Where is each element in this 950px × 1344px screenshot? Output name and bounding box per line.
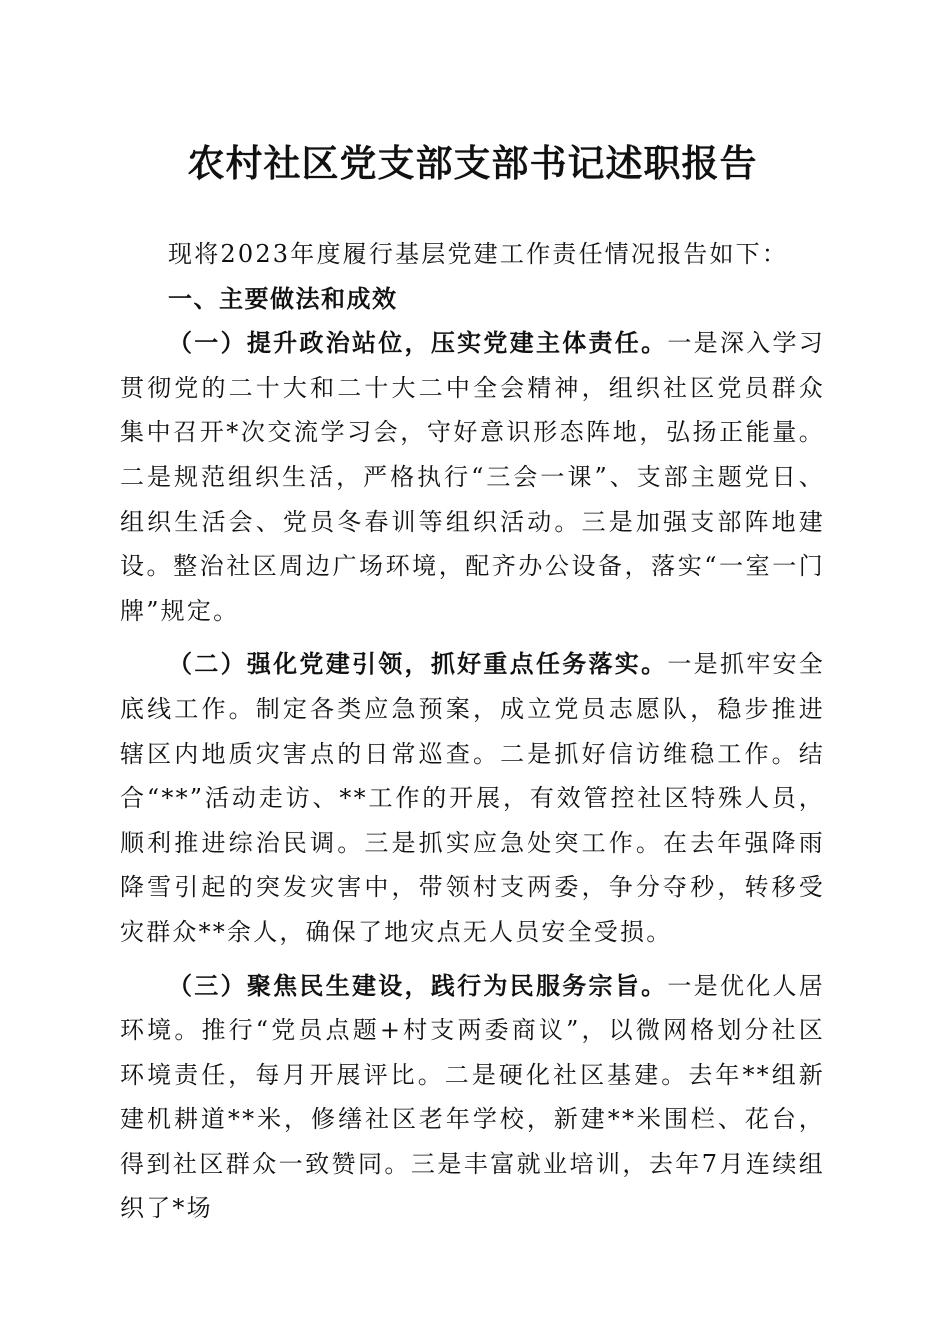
- paragraph-text: 一是优化人居环境。推行“党员点题+村支两委商议”，以微网格划分社区环境责任，每月开展评比。二是硬化社区基建。去年**组新建机耕道**米，修缮社区老年学校，新建**米围栏、花台，得到社区群众一致赞同。三是丰富就业培训，去年7月连续组织了*场: [120, 971, 825, 1223]
- paragraph-text: 一是抓牢安全底线工作。制定各类应急预案，成立党员志愿队，稳步推进辖区内地质灾害点的日常巡查。二是抓好信访维稳工作。结合“**”活动走访、**工作的开展，有效管控社区特殊人员，顺利推进综治民调。三是抓实应急处突工作。在去年强降雨降雪引起的突发灾害中，带领村支两委，争分夺秒，转移受灾群众**余人，确保了地灾点无人员安全受损。: [120, 650, 825, 946]
- intro-paragraph: 现将2023年度履行基层党建工作责任情况报告如下：: [168, 240, 789, 268]
- paragraph-lead: （一）提升政治站位，压实党建主体责任。: [168, 328, 668, 358]
- paragraph-lead: （二）强化党建引领，抓好重点任务落实。: [168, 649, 668, 679]
- paragraph-livelihood: [120, 964, 825, 1232]
- document-page: [120, 120, 825, 1231]
- paragraph-party-leadership: [120, 642, 825, 954]
- section-heading: 一、主要做法和成效: [168, 284, 398, 313]
- document-body: [120, 232, 825, 1231]
- paragraph-text: 一是深入学习贯彻党的二十大和二十大二中全会精神，组织社区党员群众集中召开*次交流学习会，守好意识形态阵地，弘扬正能量。二是规范组织生活，严格执行“三会一课”、支部主题党日、组织生活会、党员冬春训等组织活动。三是加强支部阵地建设。整治社区周边广场环境，配齐办公设备，落实“一室一门牌”规定。: [120, 329, 825, 625]
- document-title: 农村社区党支部支部书记述职报告: [187, 141, 758, 185]
- paragraph-political-stance: [120, 321, 825, 633]
- paragraph-lead: （三）聚焦民生建设，践行为民服务宗旨。: [168, 970, 668, 1000]
